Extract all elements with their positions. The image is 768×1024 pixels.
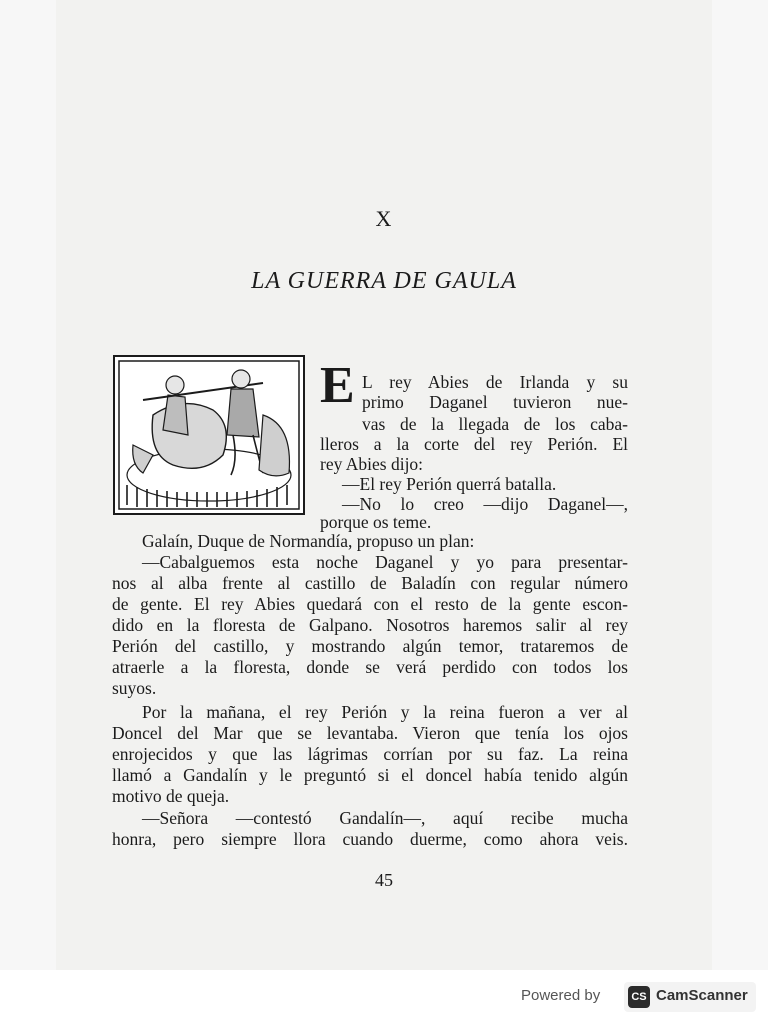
text-line: L rey Abies de Irlanda y su bbox=[362, 372, 628, 392]
camscanner-icon: CS bbox=[628, 986, 650, 1008]
text-line: —No lo creo —dijo Daganel—, bbox=[342, 494, 628, 514]
drop-cap: E bbox=[320, 357, 355, 414]
powered-by-label: Powered by bbox=[521, 987, 601, 1004]
text-line: Perión del castillo, y mostrando algún temor, trataremos de bbox=[112, 636, 628, 656]
text-line: nos al alba frente al castillo de Baladín con regular número bbox=[112, 573, 628, 593]
book-page bbox=[56, 0, 712, 970]
text-line: —Cabalguemos esta noche Daganel y yo para presentar- bbox=[142, 552, 628, 572]
page-number: 45 bbox=[375, 870, 393, 890]
text-line: —Señora —contestó Gandalín—, aquí recibe mucha bbox=[142, 808, 628, 828]
text-line: atraerle a la floresta, donde se verá perdido con todos los bbox=[112, 657, 628, 677]
chapter-title: LA GUERRA DE GAULA bbox=[251, 268, 517, 294]
text-line: dido en la floresta de Galpano. Nosotros haremos salir al rey bbox=[112, 615, 628, 635]
text-line: vas de la llegada de los caba- bbox=[362, 414, 628, 434]
text-line: honra, pero siempre llora cuando duerme, como ahora veis. bbox=[112, 829, 628, 849]
text-line: motivo de queja. bbox=[112, 786, 230, 806]
woodcut-illustration bbox=[113, 355, 305, 515]
chapter-number: X bbox=[375, 206, 393, 231]
scan-margin-left bbox=[0, 0, 56, 970]
text-line: Galaín, Duque de Normandía, propuso un plan: bbox=[142, 531, 475, 551]
text-line: rey Abies dijo: bbox=[320, 454, 424, 474]
text-line: suyos. bbox=[112, 678, 157, 698]
text-line: enrojecidos y que las lágrimas corrían por su faz. La reina bbox=[112, 744, 628, 764]
text-line: primo Daganel tuvieron nue- bbox=[362, 392, 628, 412]
camscanner-brand: CamScanner bbox=[656, 987, 748, 1004]
text-line: Doncel del Mar que se levantaba. Vieron que tenía los ojos bbox=[112, 723, 628, 743]
camscanner-badge bbox=[624, 982, 756, 1012]
text-line: de gente. El rey Abies quedará con el resto de la gente escon- bbox=[112, 594, 628, 614]
text-line: Por la mañana, el rey Perión y la reina fueron a ver al bbox=[142, 702, 628, 722]
text-line: llamó a Gandalín y le preguntó si el doncel había tenido algún bbox=[112, 765, 628, 785]
text-line: —El rey Perión querrá batalla. bbox=[342, 474, 557, 494]
scan-margin-right bbox=[712, 0, 768, 970]
text-line: lleros a la corte del rey Perión. El bbox=[320, 434, 628, 454]
text-line: porque os teme. bbox=[320, 512, 432, 532]
